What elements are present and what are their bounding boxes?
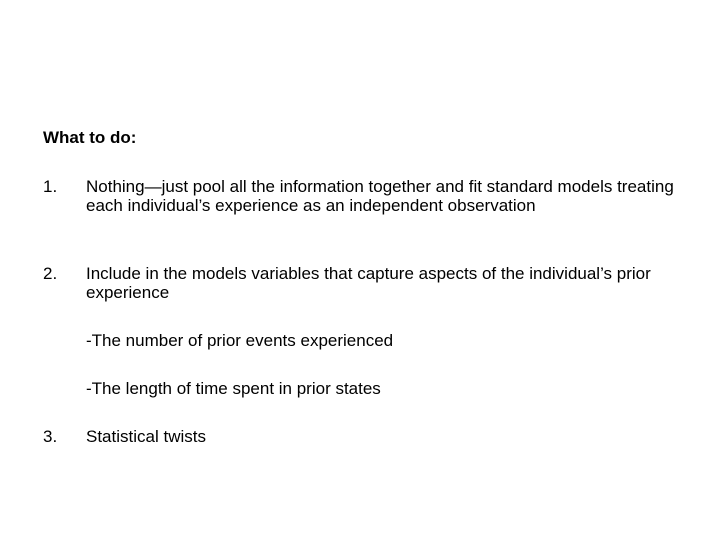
- list-item-number: 1.: [43, 177, 58, 196]
- slide-heading: What to do:: [43, 128, 137, 147]
- list-item-number: 2.: [43, 264, 58, 283]
- list-item-text: Statistical twists: [86, 427, 206, 446]
- sub-point: -The number of prior events experienced: [86, 331, 394, 350]
- list-item-text: Include in the models variables that capture aspects of the individual’s prior experience: [86, 264, 651, 302]
- list-item-number: 3.: [43, 427, 58, 446]
- sub-point: -The length of time spent in prior states: [86, 379, 381, 398]
- list-item-text: Nothing—just pool all the information together and fit standard models treating each individual’s experience as an independent observation: [86, 177, 674, 215]
